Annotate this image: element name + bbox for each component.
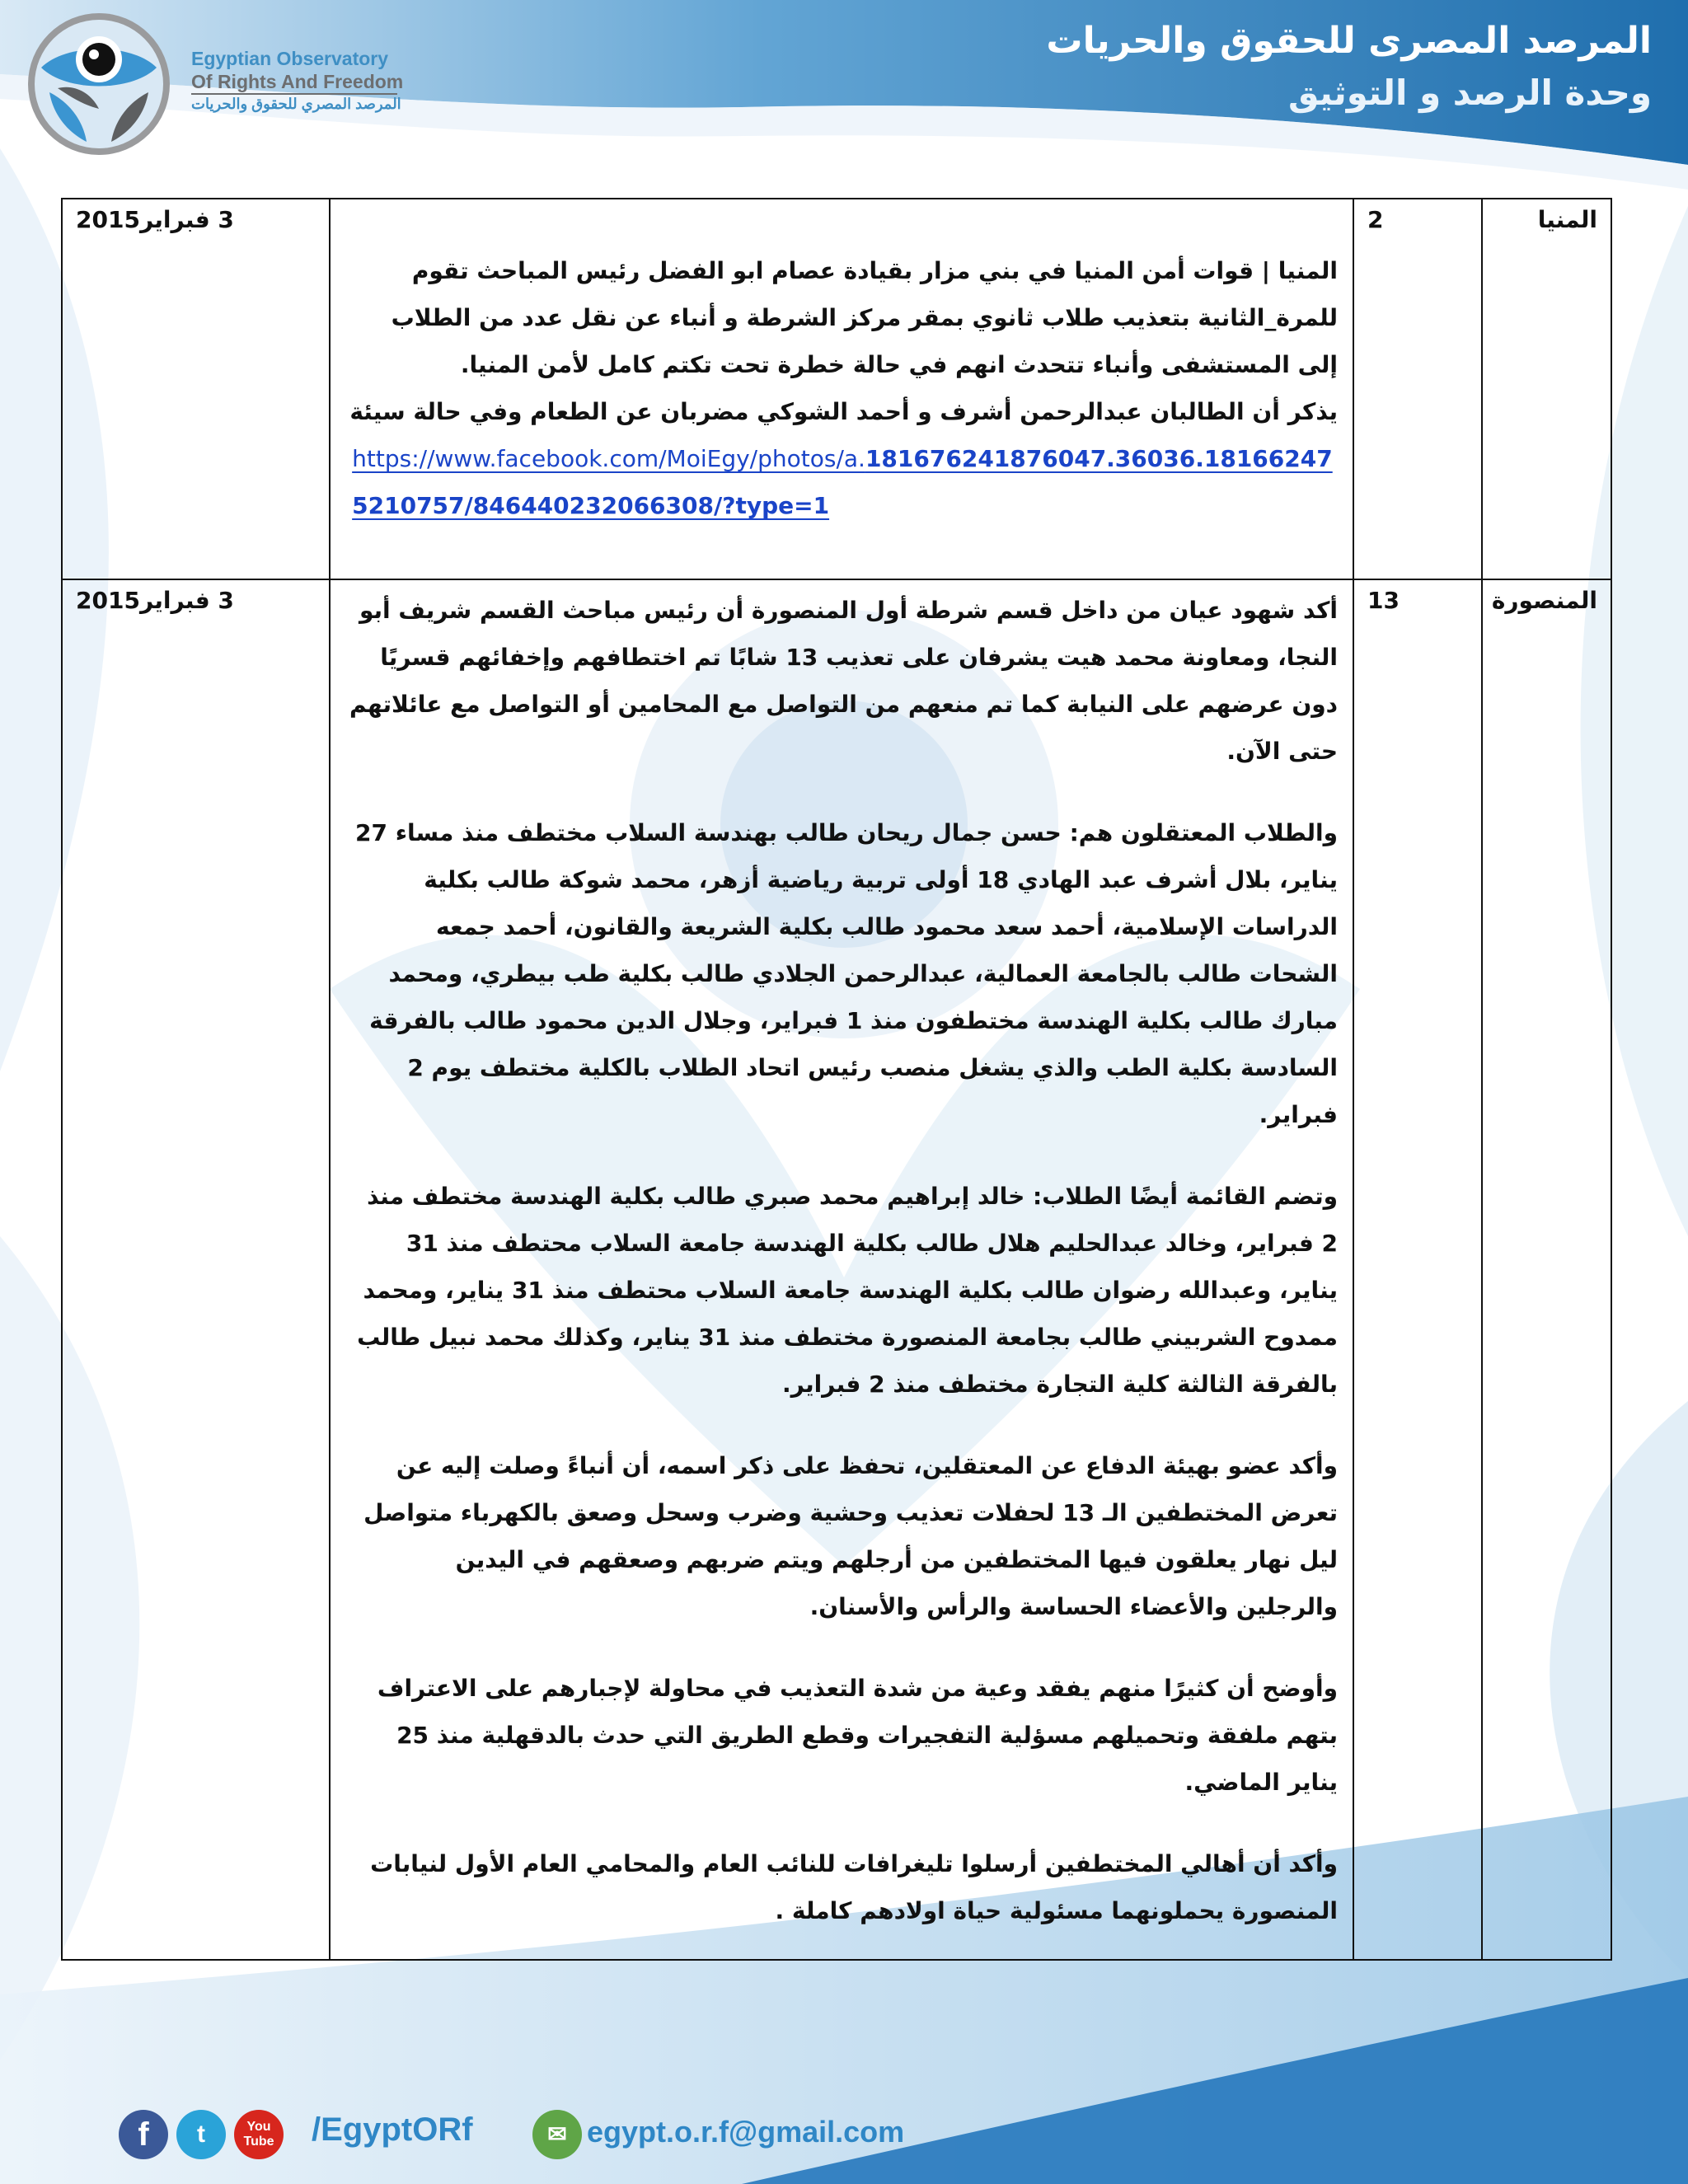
source-link-base: https://www.facebook.com/MoiEgy/photos/a. — [352, 445, 865, 472]
source-link-path: 181676241876047.36036.181662475210757/846440232066308/?type=1 — [352, 445, 1333, 519]
description-paragraph: وأوضح أن كثيرًا منهم يفقد وعية من شدة التعذيب في محاولة لإجبارهم على الاعتراف بتهم ملفقة وتحميلهم مسؤلية التفجيرات وقطع الطريق التي حدث بالدقهلية منذ 25 يناير الماضي. — [377, 1675, 1339, 1796]
source-link[interactable] — [347, 435, 1338, 529]
description-paragraph: المنيا | قوات أمن المنيا في بني مزار بقيادة عصام ابو الفضل رئيس المباحث تقوم للمرة_الثانية بتعذيب طلاب ثانوي بمقر مركز الشرطة و أنباء عن نقل عدد من الطلاب إلى المستشفى وأنباء تتحدث انهم في حالة خطرة تحت تكتم كامل لأمن المنيا. — [391, 257, 1339, 378]
description-paragraph: وأكد عضو بهيئة الدفاع عن المعتقلين، تحفظ على ذكر اسمه، أن أنباءً وصلت إليه عن تعرض المختطفين الـ 13 لحفلات تعذيب وحشية وضرب وسحل وصعق بالكهرباء متواصل ليل نهار يعلقون فيها المختطفين من أرجلهم ويتم ضربهم وصعقهم في اليدين والرجلين والأعضاء الحساسة والرأس والأسنان. — [363, 1452, 1339, 1620]
paragraph-gap — [347, 1408, 1338, 1442]
logo-text-line1: Egyptian Observatory — [191, 48, 389, 69]
logo-text-arabic: المرصد المصري للحقوق والحريات — [191, 96, 401, 112]
header-subtitle: وحدة الرصد و التوثيق — [1288, 73, 1652, 113]
description-paragraph: أكد شهود عيان من داخل قسم شرطة أول المنصورة أن رئيس مباحث القسم شريف أبو النجا، ومعاونة محمد هيت يشرفان على تعذيب 13 شابًا تم اختطافهم وإخفائهم قسريًا دون عرضهم على النيابة كما تم منعهم من التواصل مع المحامين أو التواصل مع عائلاتهم حتى الآن. — [349, 597, 1339, 765]
description-paragraph: وأكد أن أهالي المختطفين أرسلوا تليغرافات للنائب العام والمحامي العام الأول لنيابات المنصورة يحملونهما مسئولية حياة اولادهم كاملة . — [370, 1850, 1339, 1924]
logo-divider — [191, 93, 397, 95]
eye-hands-logo-icon — [25, 10, 190, 158]
count-cell: 13 — [1353, 579, 1481, 1960]
table-row — [62, 579, 1611, 1960]
social-handle[interactable]: /EgyptORf — [312, 2111, 473, 2148]
facebook-icon[interactable]: f — [119, 2110, 168, 2159]
date-cell: 3 فبراير2015 — [62, 579, 330, 1960]
header-title: المرصد المصرى للحقوق والحريات — [1046, 20, 1652, 62]
date-cell: 3 فبراير2015 — [62, 199, 330, 579]
count-cell: 2 — [1353, 199, 1481, 579]
table-row — [62, 199, 1611, 579]
youtube-icon[interactable]: You Tube — [234, 2110, 284, 2159]
logo-text-line2: Of Rights And Freedom — [191, 71, 404, 92]
description-cell — [330, 199, 1353, 579]
description-paragraph: وتضم القائمة أيضًا الطلاب: خالد إبراهيم محمد صبري طالب بكلية الهندسة مختطف منذ 2 فبراير، وخالد عبدالحليم هلال طالب بكلية الهندسة جامعة السلاب محتطف منذ 31 يناير، وعبدالله رضوان طالب بكلية الهندسة جامعة السلاب محتطف منذ 31 يناير، ومحمد ممدوح الشربيني طالب بجامعة المنصورة مختطف منذ 31 يناير، وكذلك محمد نبيل طالب بالفرقة الثالثة كلية التجارة مختطف منذ 2 فبراير. — [357, 1183, 1339, 1398]
description-cell — [330, 579, 1353, 1960]
description-paragraph: يذكر أن الطالبان عبدالرحمن أشرف و أحمد الشوكي مضربان عن الطعام وفي حالة سيئة — [349, 398, 1339, 425]
description-paragraph: والطلاب المعتقلون هم: حسن جمال ريحان طالب بهندسة السلاب مختطف منذ مساء 27 يناير، بلال أشرف عبد الهادي 18 أولى تربية رياضية أزهر، محمد شوكة طالب بكلية الدراسات الإسلامية، أحمد سعد محمود طالب بكلية الشريعة والقانون، أحمد جمعه الشحات طالب بالجامعة العمالية، عبدالرحمن الجلادي طالب بكلية طب بيطري، ومحمد مبارك طالب بكلية الهندسة مختطفون منذ 1 فبراير، وجلال الدين محمود طالب بالفرقة السادسة بكلية الطب والذي يشغل منصب رئيس اتحاد الطلاب بالكلية مختطف يوم 2 فبراير. — [354, 819, 1339, 1128]
spacer — [347, 529, 1338, 554]
report-table — [61, 198, 1612, 1961]
governorate-cell: المنصورة — [1482, 579, 1612, 1960]
paragraph-gap — [347, 1138, 1338, 1173]
mail-icon[interactable]: ✉ — [532, 2110, 582, 2159]
paragraph-gap — [347, 1630, 1338, 1665]
twitter-icon[interactable]: t — [176, 2110, 226, 2159]
email-address[interactable]: egypt.o.r.f@gmail.com — [587, 2115, 905, 2149]
paragraph-gap — [347, 775, 1338, 809]
governorate-cell: المنيا — [1482, 199, 1612, 579]
paragraph-gap — [347, 1806, 1338, 1840]
